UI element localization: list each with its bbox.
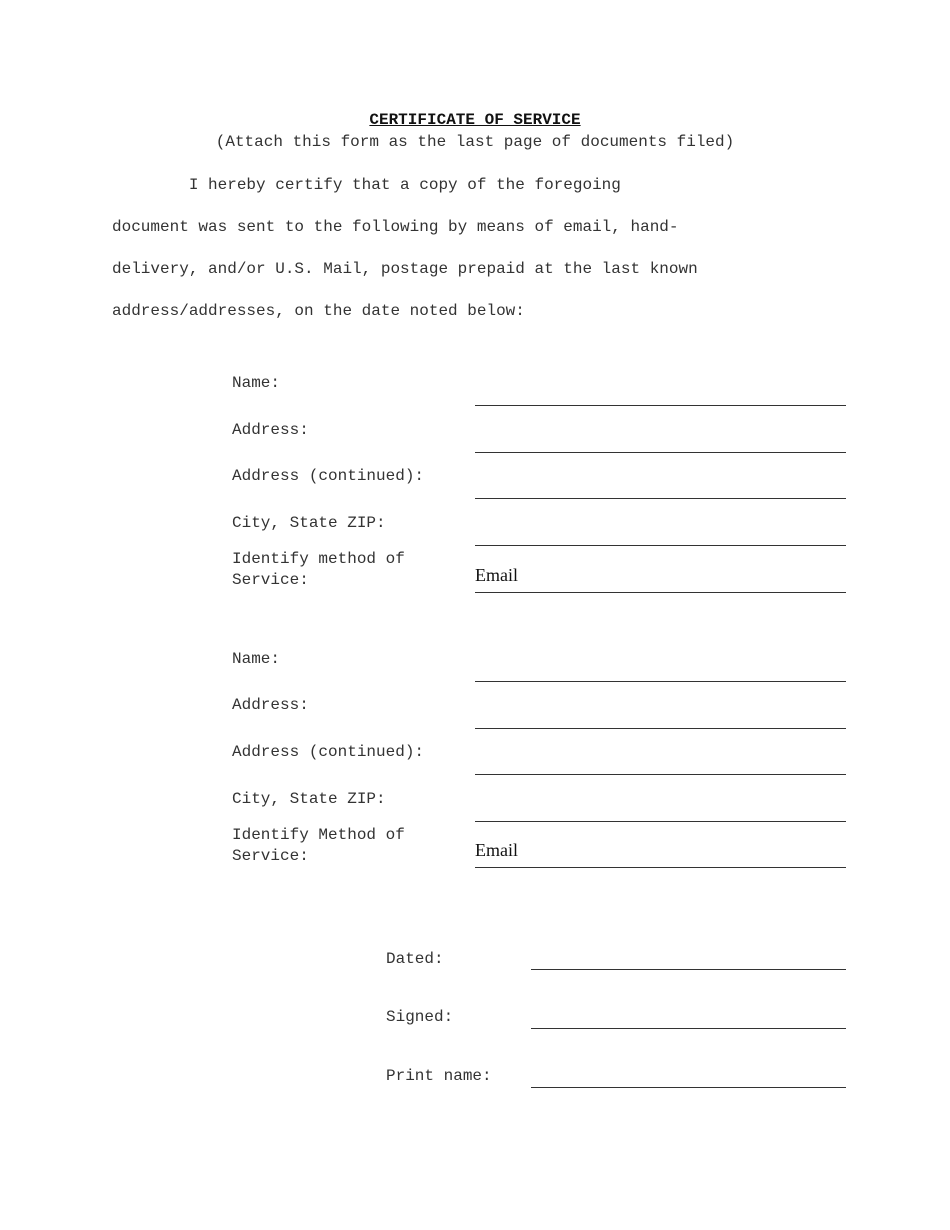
recipient-1-address-continued-field[interactable] (475, 498, 846, 499)
print-name-label: Print name: (386, 1067, 492, 1085)
recipient-2-address-continued-label: Address (continued): (232, 743, 425, 761)
recipient-1-address-label: Address: (232, 421, 309, 439)
recipient-2-method-field[interactable] (475, 867, 846, 868)
print-name-field[interactable] (531, 1087, 846, 1088)
recipient-1-city-state-zip-field[interactable] (475, 545, 846, 546)
recipient-1-name-label: Name: (232, 374, 281, 392)
recipient-2-address-continued-field[interactable] (475, 774, 846, 775)
recipient-1-method-value: Email (475, 565, 518, 585)
recipient-2-method-value: Email (475, 840, 518, 860)
certification-text-line-4: address/addresses, on the date noted below: (112, 302, 525, 320)
certification-text-line-3: delivery, and/or U.S. Mail, postage prepaid at the last known (112, 260, 698, 278)
recipient-1-name-field[interactable] (475, 405, 846, 406)
recipient-2-address-label: Address: (232, 696, 309, 714)
recipient-2-address-field[interactable] (475, 728, 846, 729)
certification-text-line-1: I hereby certify that a copy of the foregoing (112, 176, 621, 194)
recipient-2-method-label-line-1: Identify Method of (232, 826, 405, 844)
document-title: CERTIFICATE OF SERVICE (369, 111, 581, 129)
recipient-2-name-field[interactable] (475, 681, 846, 682)
recipient-1-method-label-line-1: Identify method of (232, 550, 405, 568)
recipient-2-city-state-zip-label: City, State ZIP: (232, 790, 386, 808)
recipient-2-city-state-zip-field[interactable] (475, 821, 846, 822)
recipient-1-method-label-line-2: Service: (232, 571, 309, 589)
recipient-2-name-label: Name: (232, 650, 281, 668)
signed-label: Signed: (386, 1008, 454, 1026)
certification-text-line-2: document was sent to the following by means of email, hand- (112, 218, 679, 236)
recipient-1-address-field[interactable] (475, 452, 846, 453)
recipient-1-address-continued-label: Address (continued): (232, 467, 425, 485)
document-subtitle: (Attach this form as the last page of documents filed) (215, 133, 735, 151)
dated-label: Dated: (386, 950, 444, 968)
signed-field[interactable] (531, 1028, 846, 1029)
recipient-1-city-state-zip-label: City, State ZIP: (232, 514, 386, 532)
recipient-1-method-field[interactable] (475, 592, 846, 593)
dated-field[interactable] (531, 969, 846, 970)
recipient-2-method-label-line-2: Service: (232, 847, 309, 865)
